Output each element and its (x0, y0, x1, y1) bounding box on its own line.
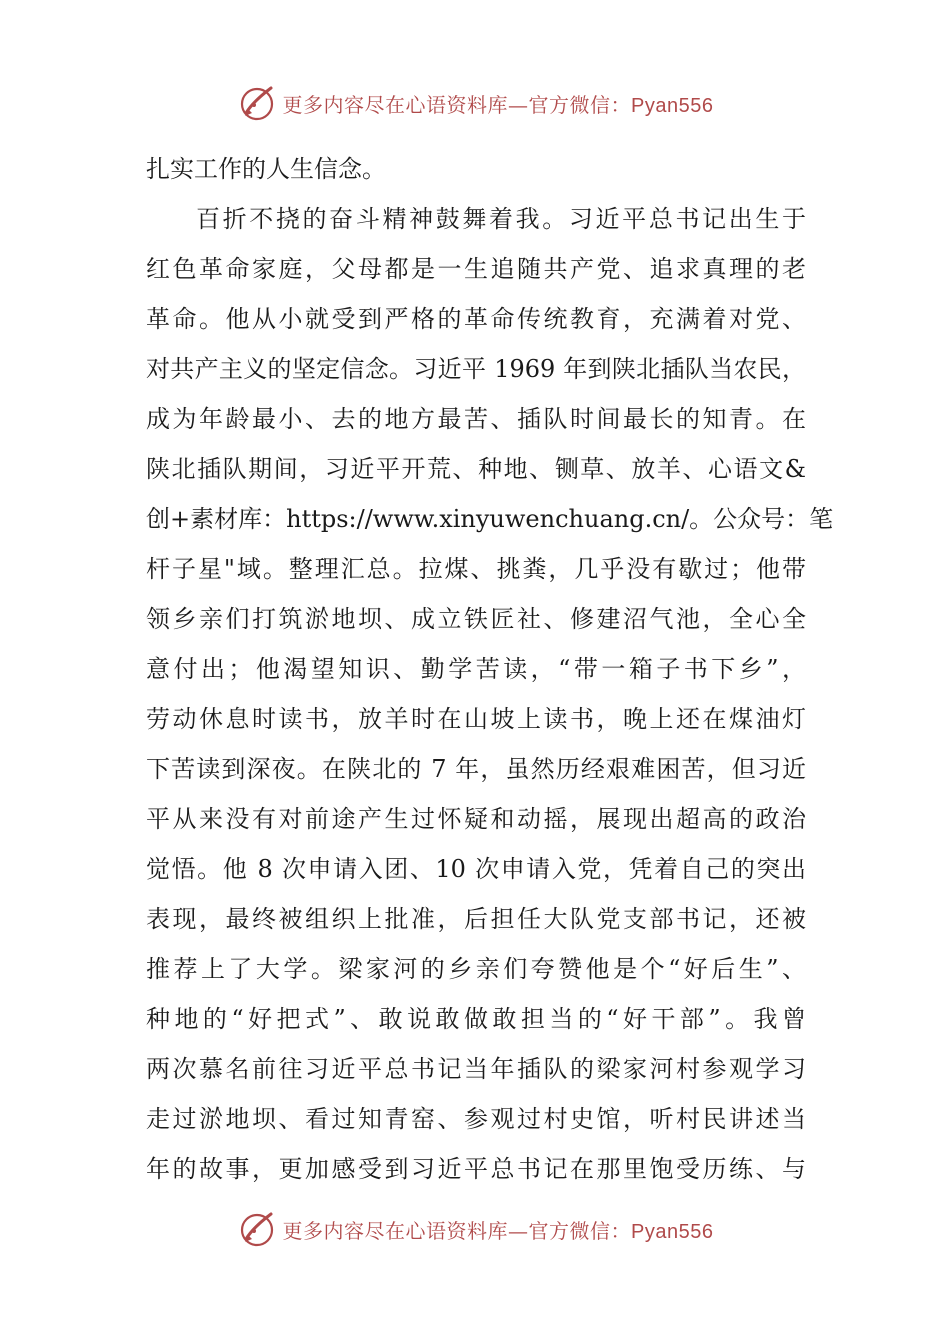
text-line: 劳动休息时读书，放羊时在山坡上读书，晚上还在煤油灯 (146, 705, 806, 733)
text-line: 年的故事，更加感受到习近平总书记在那里饱受历练、与 (146, 1155, 806, 1183)
brush-pen-icon (237, 83, 277, 123)
text-line: 平从来没有对前途产生过怀疑和动摇，展现出超高的政治 (146, 805, 806, 833)
text-line: 两次慕名前往习近平总书记当年插队的梁家河村参观学习 (146, 1055, 806, 1083)
text-line: 下苦读到深夜。在陕北的 7 年，虽然历经艰难困苦，但习近 (146, 755, 806, 783)
text-line: 红色革命家庭，父母都是一生追随共产党、追求真理的老 (146, 255, 806, 283)
footer-banner (0, 1209, 950, 1249)
text-line: 扎实工作的人生信念。 (146, 155, 386, 183)
text-line: 种地的“好把式”、敢说敢做敢担当的“好干部”。我曾 (146, 1005, 806, 1033)
footer-text (283, 1215, 714, 1244)
text-line: 觉悟。他 8 次申请入团、10 次申请入党，凭着自己的突出 (146, 855, 806, 883)
footer-label: 更多内容尽在心语资料库—官方微信： (282, 1218, 632, 1243)
header-banner (0, 83, 950, 123)
footer-wechat-id: Pyan556 (631, 1220, 714, 1243)
text-line: 成为年龄最小、去的地方最苦、插队时间最长的知青。在 (146, 405, 806, 433)
text-line: 表现，最终被组织上批准，后担任大队党支部书记，还被 (146, 905, 806, 933)
brush-pen-icon (237, 1209, 277, 1249)
text-line: 意付出；他渴望知识、勤学苦读，“带一箱子书下乡”， (146, 655, 806, 683)
text-line: 革命。他从小就受到严格的革命传统教育，充满着对党、 (146, 305, 806, 333)
text-line: 推荐上了大学。梁家河的乡亲们夸赞他是个“好后生”、 (146, 955, 806, 983)
document-body (146, 144, 834, 1194)
text-line: 百折不挠的奋斗精神鼓舞着我。习近平总书记出生于 (196, 205, 806, 233)
text-line: 对共产主义的坚定信念。习近平 1969 年到陕北插队当农民， (146, 355, 806, 383)
text-line: 领乡亲们打筑淤地坝、成立铁匠社、修建沼气池，全心全 (146, 605, 806, 633)
header-text (283, 89, 714, 118)
text-line: 创+素材库：https://www.xinyuwenchuang.cn/。公众号：笔 (146, 505, 834, 533)
header-wechat-id: Pyan556 (631, 94, 714, 117)
header-label: 更多内容尽在心语资料库—官方微信： (282, 92, 632, 117)
text-line: 走过淤地坝、看过知青窑、参观过村史馆，听村民讲述当 (146, 1105, 806, 1133)
text-line: 杆子星"域。整理汇总。拉煤、挑粪，几乎没有歇过；他带 (146, 555, 806, 583)
text-line: 陕北插队期间，习近平开荒、种地、铡草、放羊、心语文& (146, 455, 806, 483)
